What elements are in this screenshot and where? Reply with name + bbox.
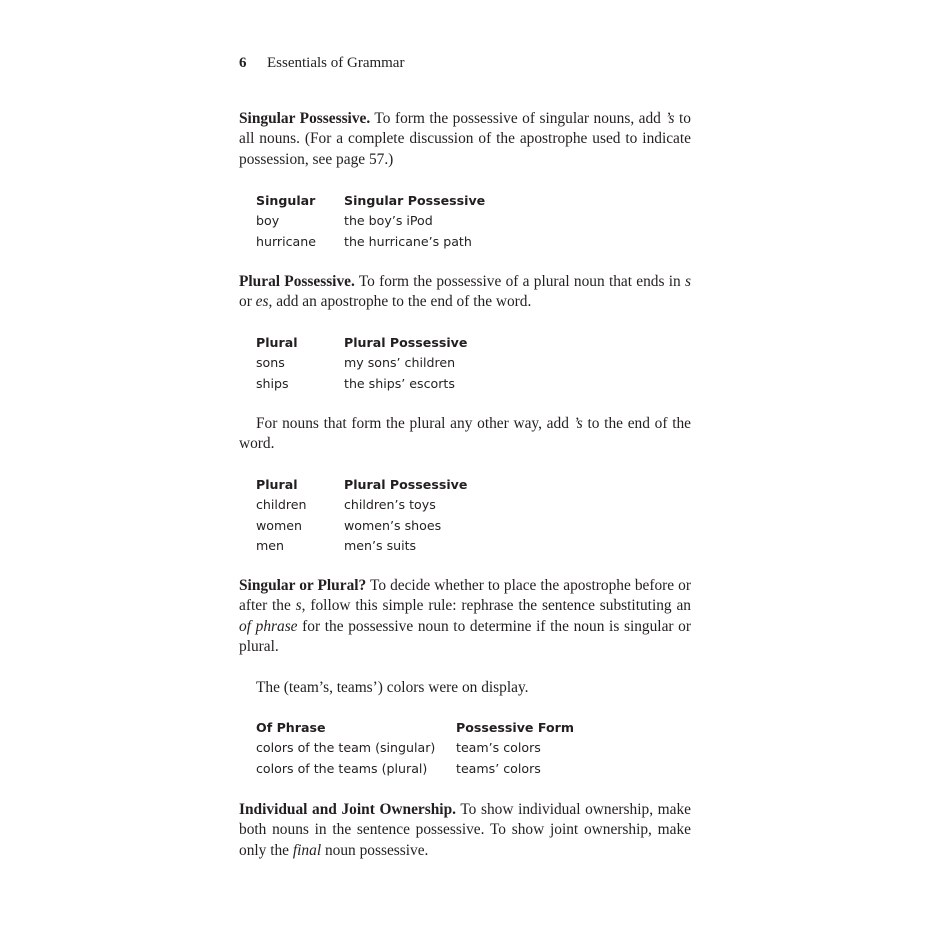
table-row (256, 536, 467, 556)
table-cell-2: my sons’ children (344, 355, 456, 371)
running-title: Essentials of Grammar (267, 55, 405, 71)
table-header (256, 718, 574, 738)
italic-text: s (295, 597, 302, 615)
column-header-2: Singular Possessive (344, 193, 486, 208)
body-text: To decide whether to place the apostrophe before or after the (239, 577, 691, 615)
body-text: noun possessive. (321, 841, 429, 859)
column-header-1: Of Phrase (256, 720, 326, 735)
table-row (256, 516, 467, 536)
table-cell-2: the hurricane’s path (344, 233, 472, 249)
body-text: To show individual ownership, make both nouns in the sentence possessive. To show joint ownership, make only the (239, 801, 692, 859)
table-row (256, 738, 574, 758)
body-text: , add an apostrophe to the end of the word. (268, 293, 532, 311)
run-in-heading: Singular or Plural? (239, 577, 367, 594)
table-row (256, 232, 485, 252)
run-in-heading: Individual and Joint Ownership. (239, 801, 456, 818)
table-cell-1: boy (256, 213, 280, 229)
table-cell-1: sons (256, 355, 285, 371)
paragraph-irregular-plural (239, 414, 691, 455)
running-head (239, 55, 404, 72)
table-irregular-plural-possessive (256, 475, 467, 557)
body-text: To form the possessive of singular nouns, add (370, 110, 666, 127)
paragraph-individual-joint-ownership (239, 800, 691, 861)
table-cell-1: children (256, 497, 307, 513)
body-text: To form the possessive of a plural noun that ends in (354, 273, 685, 290)
table-cell-1: colors of the team (singular) (256, 740, 436, 756)
body-text: or (239, 293, 256, 311)
column-header-2: Plural Possessive (344, 335, 468, 350)
body-text: to the end of the word. (239, 415, 691, 453)
table-cell-1: colors of the teams (plural) (256, 760, 428, 776)
body-text: The (team’s, teams’) colors were on display. (256, 679, 529, 696)
table-row (256, 374, 467, 394)
table-plural-possessive (256, 333, 467, 394)
body-text: for the possessive noun to determine if the noun is singular or plural. (239, 617, 692, 656)
table-header (256, 191, 485, 211)
paragraph-singular-or-plural (239, 576, 691, 658)
table-singular-possessive (256, 191, 485, 252)
body-text: , follow this simple rule: rephrase the sentence substituting an (301, 597, 691, 615)
paragraph-plural-possessive (239, 272, 691, 313)
table-cell-1: women (256, 517, 303, 533)
italic-text: ’s (665, 110, 675, 127)
column-header-1: Plural (256, 335, 298, 350)
column-header-2: Possessive Form (456, 720, 574, 735)
table-cell-2: children’s toys (344, 497, 436, 513)
table-row (256, 495, 467, 515)
table-cell-2: men’s suits (344, 538, 417, 554)
table-cell-2: the boy’s iPod (344, 213, 433, 229)
italic-text: es (255, 293, 269, 311)
column-header-1: Plural (256, 477, 298, 492)
column-header-1: Singular (256, 193, 316, 208)
italic-text: of phrase (239, 617, 298, 635)
table-cell-1: men (256, 538, 284, 554)
page-number: 6 (239, 55, 247, 71)
run-in-heading: Singular Possessive. (239, 110, 371, 127)
italic-text: ’s (573, 415, 583, 432)
table-row (256, 353, 467, 373)
table-row (256, 759, 574, 779)
column-header-2: Plural Possessive (344, 477, 468, 492)
table-cell-2: teams’ colors (456, 760, 541, 776)
paragraph-singular-possessive (239, 109, 691, 170)
table-row (256, 211, 485, 231)
table-cell-2: team’s colors (456, 740, 541, 756)
body-text: to all nouns. (For a complete discussion of the apostrophe used to indicate possession, see page 57.) (239, 110, 691, 168)
table-cell-2: women’s shoes (344, 517, 442, 533)
run-in-heading: Plural Possessive. (239, 273, 355, 290)
example-sentence (239, 678, 691, 698)
table-header (256, 333, 467, 353)
table-cell-1: hurricane (256, 233, 316, 249)
italic-text: final (292, 841, 322, 859)
table-of-phrase (256, 718, 574, 779)
table-header (256, 475, 467, 495)
body-text: For nouns that form the plural any other way, add (256, 415, 574, 432)
table-cell-1: ships (256, 375, 289, 391)
italic-text: s (685, 273, 691, 290)
table-cell-2: the ships’ escorts (344, 375, 455, 391)
